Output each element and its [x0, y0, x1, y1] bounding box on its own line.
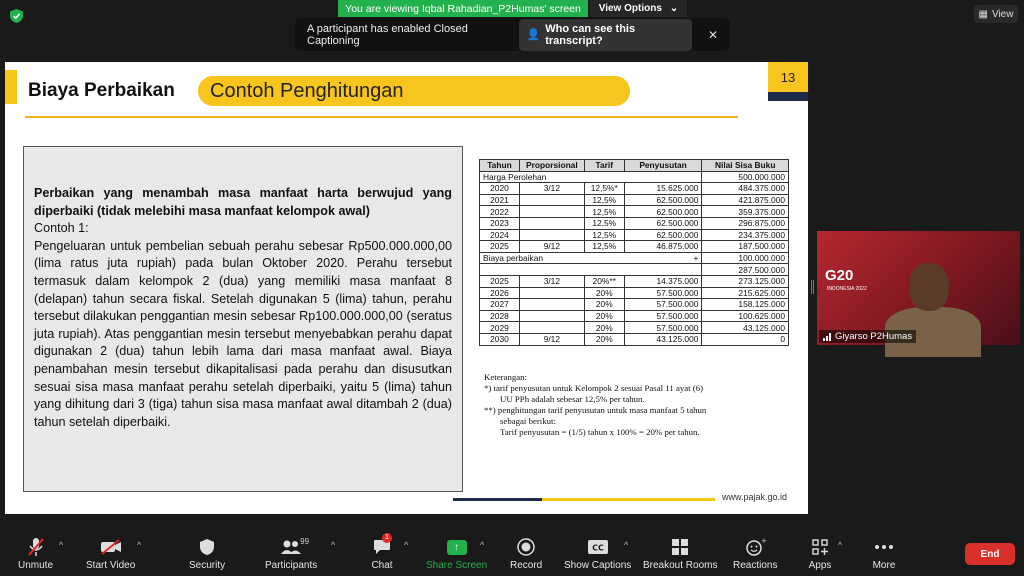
apps-button[interactable]	[807, 537, 833, 571]
more-label: More	[872, 560, 896, 571]
slide-subtitle: Contoh Penghitungan	[210, 79, 404, 102]
unmute-button[interactable]	[18, 537, 53, 571]
record-button[interactable]	[510, 537, 542, 571]
table-cell: 9/12	[519, 333, 584, 345]
table-cell: 20%**	[584, 275, 624, 287]
reactions-label: Reactions	[733, 560, 778, 571]
note-2a: **) penghitungan tarif penyusutan untuk masa manfaat 5 tahun	[484, 405, 707, 415]
participant-head	[909, 263, 949, 311]
view-button[interactable]	[974, 5, 1018, 23]
view-label: View	[991, 8, 1014, 20]
title-accent-bar	[5, 70, 17, 104]
participants-button[interactable]	[265, 537, 317, 571]
share-screen-label: Share Screen	[426, 560, 488, 571]
table-cell	[519, 217, 584, 229]
table-cell: 2022	[480, 206, 520, 218]
title-divider	[25, 116, 738, 118]
table-cell: 273.125.000	[702, 275, 789, 287]
table-cell: 62.500.000	[624, 194, 702, 206]
table-cell: 12,5%	[584, 194, 624, 206]
table-cell: 57.500.000	[624, 287, 702, 299]
table-cell: 20%	[584, 287, 624, 299]
breakout-rooms-label: Breakout Rooms	[643, 560, 718, 571]
breakout-rooms-button[interactable]	[643, 537, 717, 571]
footer-line	[453, 498, 715, 501]
notes	[484, 372, 794, 438]
view-options-button[interactable]	[590, 0, 687, 17]
table-cell: 2021	[480, 194, 520, 206]
table-row	[480, 322, 789, 334]
people-icon: 👤	[526, 29, 541, 41]
table-cell: 62.500.000	[624, 206, 702, 218]
table-row	[480, 287, 789, 299]
table-cell	[519, 229, 584, 241]
table-cell: 2025	[480, 275, 520, 287]
biaya-value: 100.000.000	[702, 252, 789, 264]
closed-caption-notice	[295, 18, 730, 51]
encryption-shield-icon[interactable]	[10, 9, 23, 23]
participants-caret-icon[interactable]: ^	[331, 540, 336, 550]
participant-name: Giyarso P2Humas	[835, 331, 913, 342]
table-cell: 2029	[480, 322, 520, 334]
record-label: Record	[510, 560, 543, 571]
apps-icon	[807, 537, 833, 557]
captions-caret-icon[interactable]: ^	[624, 540, 629, 550]
table-cell: 234.375.000	[702, 229, 789, 241]
table-cell: 3/12	[519, 275, 584, 287]
biaya-label	[480, 252, 702, 264]
table-body	[480, 171, 789, 345]
participant-name-tag	[819, 330, 916, 343]
slide-url: www.pajak.go.id	[722, 492, 788, 502]
example-textbox	[23, 146, 463, 492]
example-heading: Perbaikan yang menambah masa manfaat harta berwujud yang diperbaiki (tidak melebihi masa manfaat kelompok awal)	[34, 186, 452, 218]
table-cell	[519, 310, 584, 322]
grid-view-icon: ▦	[978, 8, 988, 20]
table-cell: 359.375.000	[702, 206, 789, 218]
harga-label: Harga Perolehan	[480, 171, 702, 183]
table-cell: 57.500.000	[624, 322, 702, 334]
viewing-text: You are viewing Iqbal Rahadian_P2Humas' screen	[345, 2, 581, 15]
table-row	[480, 310, 789, 322]
table-row	[480, 333, 789, 345]
reactions-button[interactable]	[733, 537, 777, 571]
table-cell: 2023	[480, 217, 520, 229]
apps-caret-icon[interactable]: ^	[838, 540, 843, 550]
table-cell: 12,5%	[584, 206, 624, 218]
table-cell: 421.875.000	[702, 194, 789, 206]
table-cell: 296.875.000	[702, 217, 789, 229]
table-cell: 46.875.000	[624, 241, 702, 253]
page-number-underline	[768, 92, 808, 101]
security-button[interactable]	[189, 537, 225, 571]
table-cell: 20%	[584, 310, 624, 322]
notes-label: Keterangan:	[484, 372, 527, 382]
table-cell	[519, 322, 584, 334]
col-tahun: Tahun	[480, 160, 520, 172]
example-label: Contoh 1:	[34, 221, 89, 236]
security-label: Security	[189, 560, 226, 571]
table-cell: 3/12	[519, 183, 584, 195]
start-video-button[interactable]	[86, 537, 135, 571]
table-row	[480, 275, 789, 287]
g20-logo: G20	[825, 267, 854, 284]
signal-strength-icon	[823, 333, 831, 341]
more-dots-icon	[871, 537, 897, 557]
example-body: Pengeluaran untuk pembelian sebuah perahu sebesar Rp500.000.000,00 (lima ratus juta rupiah) pada bulan Oktober 2020. Perahu tersebut termasuk dalam kelompok 2 (dua) yang memiliki masa manfaat 8 (delapan) tahun secara fiskal. Setelah digunakan 5 (lima) tahun, perahu tersebut dilakukan penggantian mesin sebesar Rp100.000.000,00 (seratus juta rupiah). Atas penggantian mesin tersebut menyebabkan perahu dapat digunakan 2 (dua) tahun lebih lama dari masa manfaat awal. Biaya penambahan mesin tersebut dikapitalisasi pada perahu dan disusutkan sesuai sisa masa manfaat perahu setelah diperbaiki, yaitu 5 (lima) tahun yang dihitung dari 3 (tiga) tahun sisa masa manfaat awal ditambah 2 (dua) tahun setelah diperbaiki.	[34, 238, 452, 429]
video-options-caret-icon[interactable]: ^	[137, 540, 142, 550]
chat-bubble-icon	[369, 534, 395, 557]
note-2c: Tarif penyusutan = (1/5) tahun x 100% = 20% per tahun.	[500, 427, 700, 437]
table-cell: 12,5%	[584, 229, 624, 241]
biaya-plus: +	[693, 253, 699, 264]
shared-slide	[5, 62, 808, 514]
table-cell: 0	[702, 333, 789, 345]
more-button[interactable]	[871, 537, 897, 571]
depreciation-table	[479, 159, 789, 346]
table-row	[480, 194, 789, 206]
biaya-label-text: Biaya perbaikan	[483, 253, 544, 264]
table-cell	[519, 206, 584, 218]
table-cell: 2020	[480, 183, 520, 195]
table-cell: 9/12	[519, 241, 584, 253]
table-cell: 100.625.000	[702, 310, 789, 322]
share-screen-button[interactable]	[426, 537, 487, 571]
table-row	[480, 183, 789, 195]
participant-video[interactable]	[817, 231, 1020, 345]
svg-text:+: +	[761, 537, 768, 545]
table-cell: 20%	[584, 322, 624, 334]
close-icon[interactable]: ✕	[707, 27, 718, 42]
table-cell: 57.500.000	[624, 299, 702, 311]
table-cell: 12,5%	[584, 241, 624, 253]
slide-title: Biaya Perbaikan	[28, 80, 175, 101]
note-1a: *) tarif penyusutan untuk Kelompok 2 sesuai Pasal 11 ayat (6)	[484, 383, 704, 393]
audio-options-caret-icon[interactable]: ^	[59, 540, 64, 550]
meeting-toolbar	[0, 528, 1024, 576]
svg-text:CC: CC	[591, 543, 604, 553]
table-cell: 62.500.000	[624, 229, 702, 241]
chat-label: Chat	[371, 560, 393, 571]
slide-page-number: 13	[768, 62, 808, 92]
table-cell: 187.500.000	[702, 241, 789, 253]
video-off-icon	[98, 537, 124, 557]
col-proporsional: Proporsional	[519, 160, 584, 172]
table-cell: 43.125.000	[702, 322, 789, 334]
table-cell: 158.125.000	[702, 299, 789, 311]
end-meeting-button[interactable]: End	[965, 543, 1015, 565]
table-cell	[519, 194, 584, 206]
table-cell: 2030	[480, 333, 520, 345]
unmute-label: Unmute	[18, 560, 54, 571]
view-options-label: View Options	[598, 3, 662, 14]
apps-label: Apps	[808, 560, 832, 571]
table-cell: 484.375.000	[702, 183, 789, 195]
table-row	[480, 217, 789, 229]
table-cell: 2024	[480, 229, 520, 241]
reactions-smiley-icon	[742, 537, 768, 557]
participants-icon	[278, 537, 310, 557]
table-cell: 2027	[480, 299, 520, 311]
table-cell: 20%	[584, 333, 624, 345]
table-row	[480, 171, 789, 183]
table-cell: 215.625.000	[702, 287, 789, 299]
table-cell: 43.125.000	[624, 333, 702, 345]
chevron-down-icon: ⌄	[669, 3, 679, 14]
table-cell	[519, 287, 584, 299]
breakout-rooms-icon	[667, 537, 693, 557]
table-cell: 2025	[480, 241, 520, 253]
table-cell: 62.500.000	[624, 217, 702, 229]
show-captions-button[interactable]	[564, 537, 631, 571]
participants-count: 99	[300, 537, 310, 546]
security-shield-icon	[194, 537, 220, 557]
subtotal-value: 287.500.000	[702, 264, 789, 276]
share-caret-icon[interactable]: ^	[480, 540, 485, 550]
g20-logo-sub: INDONESIA 2022	[827, 286, 867, 292]
table-cell: 12,5%	[584, 217, 624, 229]
harga-value: 500.000.000	[702, 171, 789, 183]
participants-label: Participants	[265, 560, 318, 571]
chat-button[interactable]	[369, 534, 395, 571]
table-cell: 14.375.000	[624, 275, 702, 287]
note-1b: UU PPh adalah sebesar 12,5% per tahun.	[500, 394, 645, 404]
slide-subtitle-pill	[198, 76, 630, 106]
record-icon	[513, 537, 539, 557]
cc-notice-text: A participant has enabled Closed Captioning	[307, 22, 468, 47]
table-row	[480, 299, 789, 311]
table-cell: 15.625.000	[624, 183, 702, 195]
muted-microphone-icon	[23, 537, 49, 557]
subtotal-blank	[480, 264, 702, 276]
table-cell: 20%	[584, 299, 624, 311]
table-cell: 2026	[480, 287, 520, 299]
table-row	[480, 264, 789, 276]
start-video-label: Start Video	[86, 560, 136, 571]
col-penyusutan: Penyusutan	[624, 160, 702, 172]
cc-icon	[585, 537, 611, 557]
table-header-row	[480, 160, 789, 172]
show-captions-label: Show Captions	[564, 560, 632, 571]
share-screen-icon: ↑	[444, 537, 470, 557]
who-can-see-label: Who can see this transcript?	[545, 22, 636, 47]
who-can-see-transcript-button[interactable]	[519, 19, 692, 51]
col-tarif: Tarif	[584, 160, 624, 172]
table-row	[480, 206, 789, 218]
table-cell: 12,5%*	[584, 183, 624, 195]
chat-caret-icon[interactable]: ^	[404, 540, 409, 550]
table-row	[480, 229, 789, 241]
chat-badge: 1	[382, 533, 392, 543]
table-cell: 57.500.000	[624, 310, 702, 322]
table-cell	[519, 299, 584, 311]
table-row	[480, 252, 789, 264]
col-nilai-sisa-buku: Nilai Sisa Buku	[702, 160, 789, 172]
viewing-screen-banner	[338, 0, 588, 17]
resize-handle[interactable]	[811, 280, 814, 294]
table-cell: 2028	[480, 310, 520, 322]
note-2b: sebagai berikut:	[500, 416, 556, 426]
table-row	[480, 241, 789, 253]
